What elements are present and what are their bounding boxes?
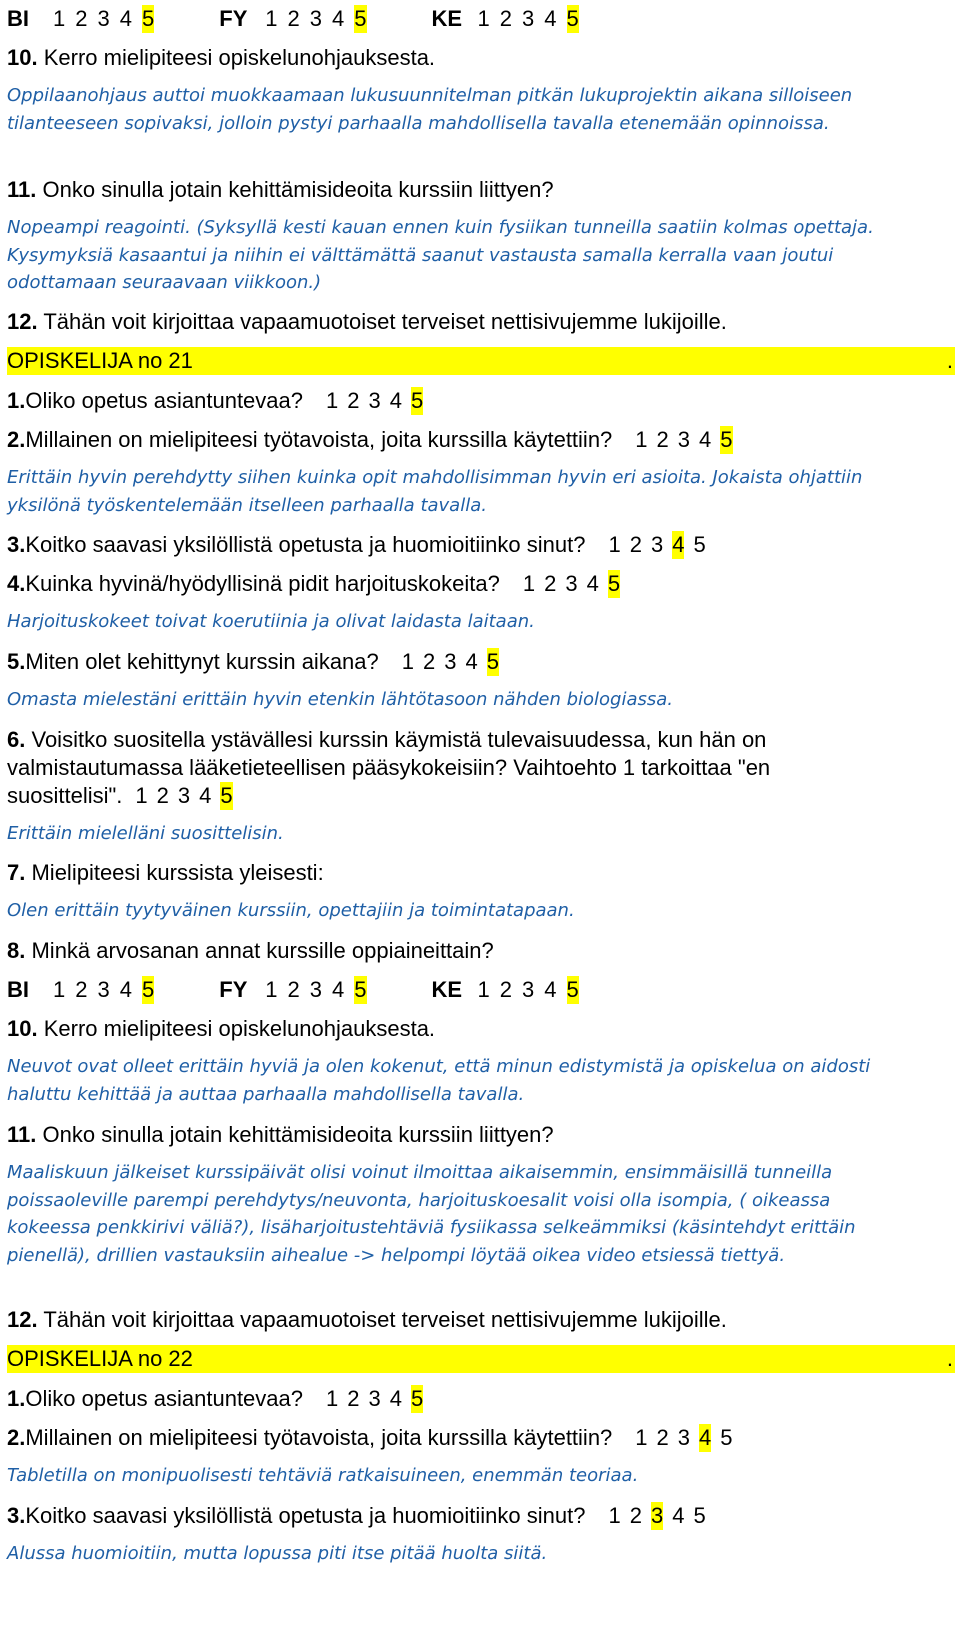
grade-option: 4 [544, 977, 557, 1002]
grade-option: 2 [287, 977, 300, 1002]
scale-option: 4 [672, 1503, 685, 1528]
question-6-line1: 6. Voisitko suositella ystävällesi kurssin käymistä tulevaisuudessa, kun hän on [7, 727, 767, 752]
answer-2: Tabletilla on monipuolisesti tehtäviä ratkaisuineen, enemmän teoriaa. [7, 1465, 639, 1486]
subject-label: FY [219, 977, 248, 1002]
rating-scale [317, 387, 423, 415]
rating-scale [317, 1385, 423, 1413]
question-number: 1. [7, 388, 26, 413]
question-text: Millainen on mielipiteesi työtavoista, joita kurssilla käytettiin? [25, 427, 613, 452]
scale-option: 3 [677, 1425, 691, 1450]
grade-row [7, 5, 644, 33]
scale-option: 4 [389, 388, 402, 413]
grade-option: 3 [309, 6, 322, 31]
answer-2: Erittäin hyvin perehdytty siihen kuinka opit mahdollisimman hyvin eri asioita. Jokaista ohjattiin yksilönä työskentelemään itselleen parhaalla tavalla. [7, 467, 863, 516]
scale-option: 5 [693, 532, 706, 557]
rating-scale [599, 531, 705, 559]
scale-option: 5 [411, 1386, 424, 1411]
grade-option: 1 [477, 6, 490, 31]
grade-option: 4 [119, 977, 132, 1002]
question-text: Oliko opetus asiantuntevaa? [25, 388, 303, 413]
rating-scale [599, 1502, 705, 1530]
question-12: 12. Tähän voit kirjoittaa vapaamuotoiset terveiset nettisivujemme lukijoille. [7, 309, 727, 334]
scale-option: 1 [326, 1386, 339, 1411]
scale-option: 4 [699, 427, 712, 452]
question-number: 2. [7, 427, 26, 452]
subject-grade-bi [7, 5, 154, 33]
grade-option: 4 [332, 977, 345, 1002]
grade-option: 2 [75, 6, 88, 31]
rating-scale [126, 782, 232, 810]
scale-option: 1 [522, 571, 536, 596]
answer-3: Alussa huomioitiin, mutta lopussa piti itse pitää huolta siitä. [7, 1543, 548, 1564]
grade-option: 1 [265, 6, 278, 31]
scale-option: 1 [635, 1425, 648, 1450]
question-text: Koitko saavasi yksilöllistä opetusta ja huomioitiinko sinut? [25, 532, 586, 557]
scale-option: 4 [699, 1425, 712, 1450]
scale-option: 5 [486, 649, 500, 674]
question-4 [7, 570, 620, 598]
subject-grade-bi [7, 976, 154, 1004]
grade-option: 4 [544, 6, 557, 31]
scale-option: 1 [135, 783, 148, 808]
scale-option: 5 [411, 388, 424, 413]
question-number: 2. [7, 1425, 26, 1450]
question-10: 10. Kerro mielipiteesi opiskelunohjauksesta. [7, 45, 436, 70]
question-1 [7, 387, 423, 415]
scale-option: 1 [401, 649, 415, 674]
answer-4: Harjoituskokeet toivat koerutiinia ja olivat laidasta laitaan. [7, 611, 535, 632]
scale-option: 4 [672, 532, 685, 557]
grade-option: 5 [566, 977, 579, 1002]
grade-option: 2 [499, 6, 512, 31]
subject-grade-fy [219, 5, 366, 33]
question-number: 4. [7, 571, 26, 596]
grade-option: 5 [354, 6, 367, 31]
question-3 [7, 531, 706, 559]
scale-option: 3 [650, 532, 664, 557]
rating-scale [393, 648, 499, 676]
subject-grade-fy [219, 976, 366, 1004]
scale-option: 3 [677, 427, 691, 452]
question-text: Oliko opetus asiantuntevaa? [25, 1386, 303, 1411]
question-2 [7, 426, 733, 454]
question-number: 5. [7, 649, 26, 674]
grade-option: 3 [97, 977, 110, 1002]
question-11: 11. Onko sinulla jotain kehittämisideoita kurssiin liittyen? [7, 1122, 554, 1147]
rating-scale [626, 426, 732, 454]
question-text: Kuinka hyvinä/hyödyllisinä pidit harjoituskokeita? [25, 571, 500, 596]
scale-option: 2 [656, 1425, 669, 1450]
answer-5: Omasta mielestäni erittäin hyvin etenkin lähtötasoon nähden biologiassa. [7, 689, 673, 710]
question-2 [7, 1424, 733, 1452]
question-text: Koitko saavasi yksilöllistä opetusta ja huomioitiinko sinut? [25, 1503, 586, 1528]
grade-option: 3 [522, 977, 535, 1002]
subject-label: KE [431, 977, 463, 1002]
rating-scale [514, 570, 620, 598]
scale-option: 1 [326, 388, 339, 413]
scale-option: 2 [656, 427, 669, 452]
scale-option: 3 [368, 388, 381, 413]
answer-10: Oppilaanohjaus auttoi muokkaamaan lukusuunnitelman pitkän lukuprojektin aikana silloiseen tilanteeseen sopivaksi, jolloin pystyi parhaalla mahdollisella tavalla etenemään opinnoissa. [7, 85, 853, 134]
grade-option: 4 [119, 6, 132, 31]
answer-11: Maaliskuun jälkeiset kurssipäivät olisi voinut ilmoittaa aikaisemmin, ensimmäisillä tunneilla poissaoleville parempi perehdytys/neuvonta, harjoituskoesalit voisi olla isompia, ( oikeassa kokeessa penkkirivi väliä?), lisäharjoitustehtäviä fysiikassa selkeämmiksi (käsintehdyt erittäin pienellä), drillien vastauksiin aihealue -> helpompi löytää oikea video etsiessä tiettyä. [7, 1162, 856, 1266]
question-10: 10. Kerro mielipiteesi opiskelunohjauksesta. [7, 1016, 436, 1041]
grade-option: 3 [309, 977, 322, 1002]
question-12: 12. Tähän voit kirjoittaa vapaamuotoiset terveiset nettisivujemme lukijoille. [7, 1307, 727, 1332]
scale-option: 2 [629, 532, 642, 557]
grade-option: 1 [477, 977, 490, 1002]
answer-10: Neuvot ovat olleet erittäin hyviä ja olen kokenut, että minun edistymistä ja opiskelua on aidosti haluttu kehittää ja auttaa parhaalla mahdollisella tavalla. [7, 1056, 871, 1105]
scale-option: 1 [635, 427, 648, 452]
grade-option: 5 [142, 6, 155, 31]
question-6-line2: valmistautumassa lääketieteellisen pääsykokeisiin? Vaihtoehto 1 tarkoittaa "en [7, 755, 771, 780]
scale-option: 3 [565, 571, 578, 596]
subject-label: FY [219, 6, 248, 31]
scale-option: 5 [720, 427, 733, 452]
answer-6: Erittäin mielelläni suosittelisin. [7, 823, 284, 844]
grade-option: 5 [566, 6, 579, 31]
subject-label: BI [7, 6, 29, 31]
answer-11: Nopeampi reagointi. (Syksyllä kesti kauan ennen kuin fysiikan tunneilla saatiin kolmas opettaja. Kysymyksiä kasaantui ja niihin ei välttämättä saanut vastausta samalla kerralla vaan joutui odottamaan seuraavaan viikkoon.) [7, 217, 874, 293]
grade-row [7, 976, 644, 1004]
question-7: 7. Mielipiteesi kurssista yleisesti: [7, 860, 324, 885]
question-8: 8. Minkä arvosanan annat kurssille oppiaineittain? [7, 938, 494, 963]
grade-option: 4 [332, 6, 345, 31]
scale-option: 5 [720, 1425, 733, 1450]
question-6-line3: suosittelisi". 1 2 3 4 5 [7, 783, 233, 808]
scale-option: 4 [199, 783, 212, 808]
subject-grade-ke [432, 5, 579, 33]
scale-option: 1 [608, 532, 621, 557]
question-number: 3. [7, 532, 26, 557]
question-text: Miten olet kehittynyt kurssin aikana? [25, 649, 379, 674]
grade-option: 5 [142, 977, 155, 1002]
grade-option: 3 [522, 6, 535, 31]
subject-label: BI [7, 977, 29, 1002]
scale-option: 2 [347, 1386, 360, 1411]
scale-option: 4 [389, 1386, 402, 1411]
rating-scale [626, 1424, 732, 1452]
grade-option: 2 [499, 977, 512, 1002]
scale-option: 2 [544, 571, 557, 596]
student-header-21: OPISKELIJA no 21 . [7, 348, 953, 373]
subject-label: KE [431, 6, 463, 31]
scale-option: 4 [465, 649, 478, 674]
question-number: 3. [7, 1503, 26, 1528]
student-header-22: OPISKELIJA no 22 . [7, 1346, 953, 1371]
scale-option: 1 [608, 1503, 621, 1528]
scale-option: 2 [423, 649, 436, 674]
answer-7: Olen erittäin tyytyväinen kurssiin, opettajiin ja toimintatapaan. [7, 900, 575, 921]
grade-option: 3 [97, 6, 110, 31]
grade-option: 1 [53, 977, 66, 1002]
scale-option: 5 [220, 783, 233, 808]
scale-option: 3 [650, 1503, 664, 1528]
grade-option: 1 [53, 6, 66, 31]
grade-option: 1 [265, 977, 278, 1002]
question-11: 11. Onko sinulla jotain kehittämisideoita kurssiin liittyen? [7, 177, 554, 202]
grade-option: 2 [75, 977, 88, 1002]
scale-option: 3 [177, 783, 191, 808]
question-3 [7, 1502, 706, 1530]
question-1 [7, 1385, 423, 1413]
subject-grade-ke [432, 976, 579, 1004]
question-text: Millainen on mielipiteesi työtavoista, joita kurssilla käytettiin? [25, 1425, 613, 1450]
scale-option: 2 [629, 1503, 642, 1528]
grade-option: 2 [287, 6, 300, 31]
scale-option: 5 [607, 571, 621, 596]
scale-option: 2 [347, 388, 360, 413]
scale-option: 3 [444, 649, 457, 674]
scale-option: 4 [586, 571, 599, 596]
scale-option: 5 [693, 1503, 706, 1528]
scale-option: 3 [368, 1386, 381, 1411]
scale-option: 2 [156, 783, 169, 808]
question-number: 1. [7, 1386, 26, 1411]
question-5 [7, 648, 499, 676]
grade-option: 5 [354, 977, 367, 1002]
